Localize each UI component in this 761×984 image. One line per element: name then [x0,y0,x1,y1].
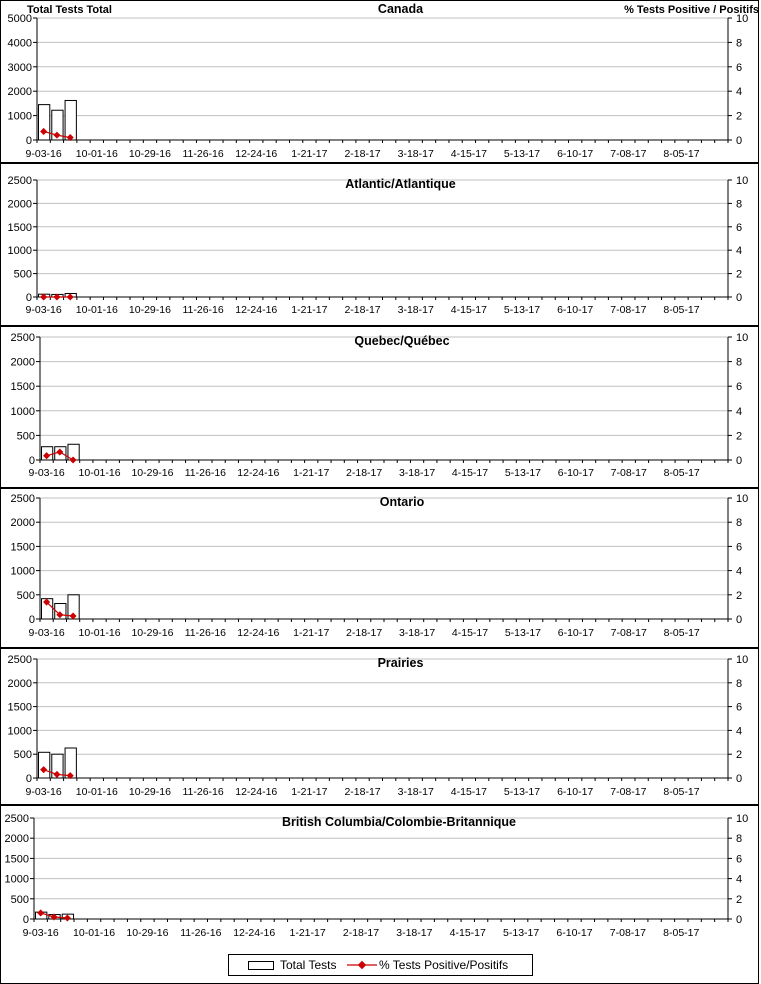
chart-atlantic-ytick-label: 500 [13,268,32,281]
chart-canada-ytick-label: 5000 [7,13,32,25]
chart-ontario-xtick-label: 7-08-17 [610,627,647,639]
chart-atlantic-ytick-label: 0 [25,292,32,304]
chart-prairies-y2tick-label: 2 [736,749,743,762]
chart-quebec-ytick-label: 2500 [10,332,35,344]
chart-quebec-y2tick-label: 8 [736,356,743,369]
chart-bc-ytick-label: 1500 [4,853,29,866]
chart-quebec-ytick-label: 500 [16,430,35,443]
chart-prairies-xtick-label: 6-10-17 [557,786,594,798]
chart-bc-y2tick-label: 10 [736,813,749,825]
chart-atlantic-title: Atlantic/Atlantique [345,177,456,191]
chart-canada-y2tick-label: 10 [736,13,749,25]
chart-atlantic-y2tick-label: 4 [736,245,743,258]
chart-bc-y2tick-label: 0 [736,914,743,926]
chart-atlantic-ytick-label: 2500 [7,175,32,187]
chart-canada-ytick-label: 2000 [7,86,32,99]
chart-ontario-y2tick-label: 0 [736,614,743,626]
chart-prairies-xtick-label: 3-18-17 [397,786,434,798]
chart-ontario-y2tick-label: 2 [736,589,743,602]
chart-prairies-y2tick-label: 4 [736,725,743,738]
chart-bc-xtick-label: 1-21-17 [289,927,326,939]
chart-canada-y2tick-label: 4 [736,86,743,99]
chart-quebec-xtick-label: 4-15-17 [451,467,489,479]
chart-bc-xtick-label: 3-18-17 [396,927,433,939]
chart-canada-xtick-label: 12-24-16 [235,148,278,160]
chart-quebec-xtick-label: 8-05-17 [663,467,700,479]
chart-canada-ytick-label: 3000 [7,61,32,74]
chart-atlantic-xtick-label: 2-18-17 [344,304,381,316]
chart-canada-bar [39,105,50,140]
chart-ontario-y2tick-label: 4 [736,565,743,578]
chart-atlantic-ytick-label: 1500 [7,221,32,234]
chart-prairies-xtick-label: 7-08-17 [610,786,647,798]
chart-atlantic-xtick-label: 4-15-17 [450,304,487,316]
legend-bar-swatch [248,961,274,970]
chart-bc-ytick-label: 0 [22,914,29,926]
chart-canada-xtick-label: 5-13-17 [503,148,541,160]
chart-ontario-y2tick-label: 8 [736,517,743,530]
chart-prairies-y2tick-label: 0 [736,773,743,785]
chart-bc-y2tick-label: 2 [736,893,743,906]
chart-quebec-xtick-label: 9-03-16 [28,467,65,479]
chart-canada-xtick-label: 8-05-17 [663,148,700,160]
chart-prairies-ytick-label: 500 [13,749,32,762]
chart-prairies-ytick-label: 0 [25,773,32,785]
chart-bc-xtick-label: 9-03-16 [22,927,59,939]
chart-canada-y2tick-label: 6 [736,61,743,74]
chart-canada-xtick-label: 9-03-16 [25,148,62,160]
chart-prairies-y2tick-label: 8 [736,677,743,690]
chart-canada-y2tick-label: 0 [736,135,743,147]
chart-prairies-xtick-label: 1-21-17 [291,786,328,798]
chart-bc-ytick-label: 1000 [4,873,29,886]
chart-canada-ytick-label: 0 [25,135,32,147]
chart-atlantic-y2tick-label: 0 [736,292,743,304]
chart-quebec-xtick-label: 1-21-17 [293,467,330,479]
legend-line-label: % Tests Positive/Positifs [379,958,509,972]
chart-quebec-y2tick-label: 10 [736,332,749,344]
chart-ontario-xtick-label: 3-18-17 [398,627,436,639]
chart-canada-ytick-label: 4000 [7,37,32,50]
chart-prairies-xtick-label: 9-03-16 [25,786,62,798]
chart-bc-xtick-label: 10-01-16 [73,927,116,939]
chart-atlantic-ytick-label: 2000 [7,198,32,211]
chart-prairies-ytick-label: 2000 [7,677,32,690]
chart-atlantic-xtick-label: 7-08-17 [610,304,647,316]
chart-canada-xtick-label: 10-29-16 [128,148,171,160]
chart-atlantic-xtick-label: 10-01-16 [75,304,118,316]
chart-quebec-xtick-label: 11-26-16 [184,467,227,479]
chart-canada-xtick-label: 10-01-16 [75,148,118,160]
chart-ontario-xtick-label: 8-05-17 [663,627,700,639]
legend-line-swatch [347,959,377,971]
chart-prairies-ytick-label: 1500 [7,701,32,714]
chart-canada-xtick-label: 1-21-17 [291,148,328,160]
chart-prairies-xtick-label: 11-26-16 [182,786,224,798]
left-axis-title: Total Tests Total [27,4,112,16]
chart-ontario-xtick-label: 1-21-17 [293,627,330,639]
chart-canada-xtick-label: 11-26-16 [182,148,224,160]
chart-quebec-y2tick-label: 6 [736,381,743,394]
chart-bc-title: British Columbia/Colombie-Britannique [281,815,517,829]
chart-bc-xtick-label: 4-15-17 [449,927,486,939]
chart-canada-xtick-label: 3-18-17 [397,148,434,160]
chart-canada-bar [65,100,76,140]
chart-prairies-ytick-label: 2500 [7,654,32,666]
chart-ontario-xtick-label: 2-18-17 [346,627,383,639]
chart-canada-ytick-label: 1000 [7,110,32,123]
chart-ontario-xtick-label: 12-24-16 [237,627,280,639]
chart-bc-y2tick-label: 6 [736,853,743,866]
chart-ontario-xtick-label: 10-29-16 [131,627,174,639]
chart-quebec-y2tick-label: 2 [736,430,743,443]
chart-quebec-xtick-label: 10-01-16 [78,467,121,479]
chart-atlantic-y2tick-label: 6 [736,221,743,234]
chart-quebec-xtick-label: 5-13-17 [504,467,542,479]
chart-ontario-xtick-label: 11-26-16 [184,627,227,639]
chart-bc-xtick-label: 2-18-17 [342,927,380,939]
chart-quebec-xtick-label: 12-24-16 [237,467,280,479]
chart-bc-xtick-label: 6-10-17 [556,927,593,939]
chart-quebec-ytick-label: 1000 [10,405,35,418]
chart-bc-ytick-label: 2000 [4,833,29,846]
chart-atlantic-xtick-label: 10-29-16 [128,304,171,316]
chart-ontario-ytick-label: 0 [28,614,35,626]
chart-atlantic-y2tick-label: 10 [736,175,749,187]
chart-prairies-xtick-label: 10-01-16 [75,786,118,798]
chart-ontario-ytick-label: 1500 [10,541,35,554]
chart-ontario-ytick-label: 2500 [10,493,35,505]
chart-canada-y2tick-label: 2 [736,110,743,123]
chart-ontario-xtick-label: 9-03-16 [28,627,65,639]
chart-ontario-y2tick-label: 6 [736,541,743,554]
chart-prairies-xtick-label: 5-13-17 [503,786,541,798]
chart-canada-title: Canada [377,2,424,16]
chart-canada-xtick-label: 4-15-17 [450,148,487,160]
right-axis-title: % Tests Positive / Positifs [624,4,759,16]
chart-prairies-bar [39,752,50,778]
chart-bc-ytick-label: 500 [10,893,29,906]
chart-quebec-ytick-label: 0 [28,455,35,467]
chart-bc-ytick-label: 2500 [4,813,29,825]
chart-ontario-xtick-label: 6-10-17 [557,627,594,639]
chart-prairies-y2tick-label: 6 [736,701,743,714]
chart-prairies-title: Prairies [377,656,424,670]
chart-quebec-xtick-label: 3-18-17 [398,467,436,479]
chart-canada-xtick-label: 6-10-17 [557,148,594,160]
chart-ontario-xtick-label: 5-13-17 [504,627,542,639]
chart-ontario-xtick-label: 4-15-17 [451,627,489,639]
chart-quebec-y2tick-label: 0 [736,455,743,467]
chart-quebec-xtick-label: 6-10-17 [557,467,594,479]
chart-prairies-ytick-label: 1000 [7,725,32,738]
chart-quebec-xtick-label: 7-08-17 [610,467,647,479]
chart-atlantic-y2tick-label: 2 [736,268,743,281]
chart-ontario-xtick-label: 10-01-16 [78,627,121,639]
chart-atlantic-xtick-label: 5-13-17 [503,304,541,316]
chart-bc-xtick-label: 12-24-16 [233,927,276,939]
chart-quebec-ytick-label: 2000 [10,356,35,369]
chart-atlantic-xtick-label: 1-21-17 [291,304,328,316]
chart-bc-y2tick-label: 8 [736,833,743,846]
chart-bc-y2tick-label: 4 [736,873,743,886]
chart-prairies-xtick-label: 12-24-16 [235,786,278,798]
chart-atlantic-xtick-label: 8-05-17 [663,304,700,316]
chart-prairies-y2tick-label: 10 [736,654,749,666]
chart-atlantic-xtick-label: 9-03-16 [25,304,62,316]
chart-canada-y2tick-label: 8 [736,37,743,50]
chart-ontario-title: Ontario [379,495,425,509]
chart-prairies-xtick-label: 4-15-17 [450,786,487,798]
chart-atlantic-xtick-label: 3-18-17 [397,304,434,316]
chart-canada-xtick-label: 2-18-17 [344,148,381,160]
chart-prairies-xtick-label: 10-29-16 [128,786,171,798]
chart-atlantic-ytick-label: 1000 [7,245,32,258]
legend-bar-label: Total Tests [280,958,337,972]
chart-ontario-y2tick-label: 10 [736,493,749,505]
chart-bc-xtick-label: 10-29-16 [126,927,169,939]
chart-prairies-xtick-label: 8-05-17 [663,786,700,798]
chart-quebec-y2tick-label: 4 [736,405,743,418]
chart-bc-xtick-label: 11-26-16 [180,927,222,939]
chart-quebec-xtick-label: 2-18-17 [346,467,383,479]
chart-bc-xtick-label: 7-08-17 [609,927,647,939]
chart-quebec-ytick-label: 1500 [10,381,35,394]
chart-quebec-title: Quebec/Québec [354,334,450,348]
chart-ontario-ytick-label: 2000 [10,517,35,530]
chart-canada-xtick-label: 7-08-17 [610,148,647,160]
chart-atlantic-xtick-label: 11-26-16 [182,304,224,316]
chart-atlantic-xtick-label: 6-10-17 [557,304,594,316]
chart-prairies-xtick-label: 2-18-17 [344,786,381,798]
chart-bc-xtick-label: 8-05-17 [663,927,700,939]
chart-atlantic-xtick-label: 12-24-16 [235,304,278,316]
legend [228,954,533,976]
chart-bc-xtick-label: 5-13-17 [503,927,540,939]
chart-ontario-ytick-label: 1000 [10,565,35,578]
chart-ontario-ytick-label: 500 [16,589,35,602]
chart-quebec-xtick-label: 10-29-16 [131,467,174,479]
chart-atlantic-y2tick-label: 8 [736,198,743,211]
